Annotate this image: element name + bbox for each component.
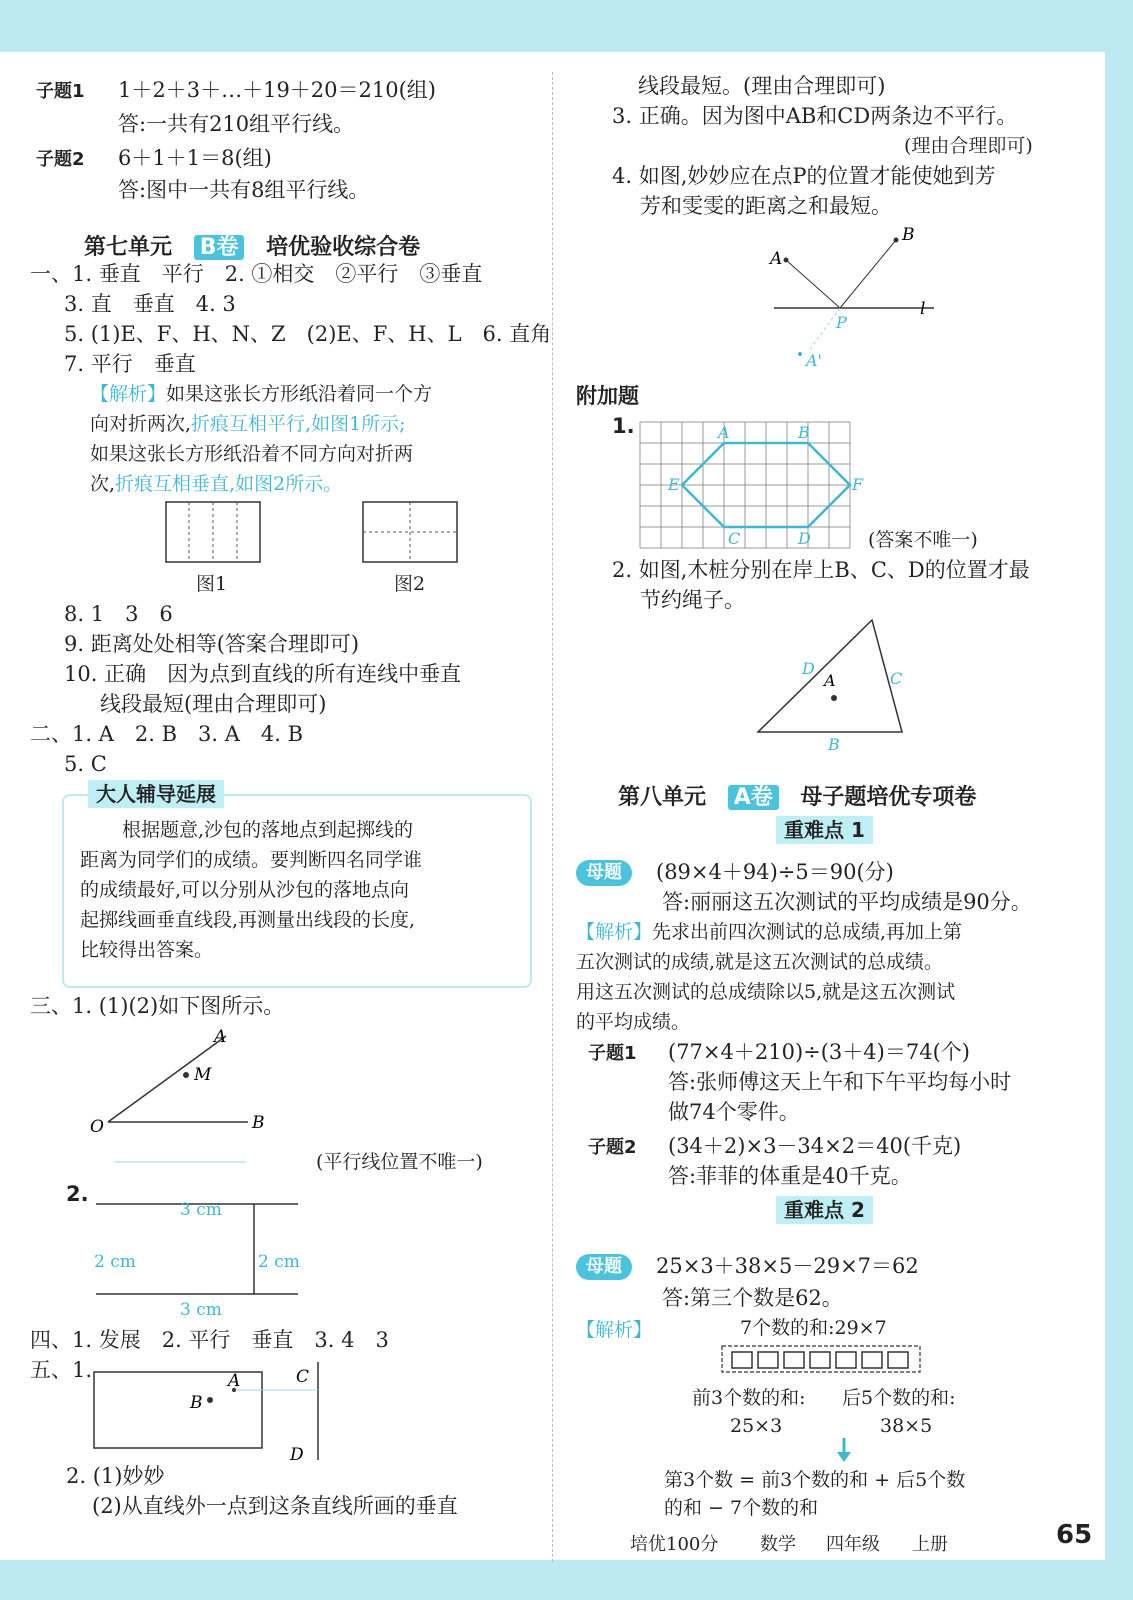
answer-line: 9. 距离处处相等(答案合理即可) [64, 632, 360, 656]
number-box [836, 1352, 856, 1368]
box-text: 起掷线画垂直线段,再测量出线段的长度, [80, 909, 416, 931]
answer-text: 答:第三个数是62。 [662, 1286, 843, 1310]
point-a [784, 258, 789, 263]
figure-caption: 图2 [394, 573, 426, 595]
subquestion-label: 子题1 [36, 81, 85, 102]
down-arrow-icon [834, 1436, 854, 1464]
svg-text:P: P [836, 313, 847, 332]
key-point-heading: 重难点 2 [776, 1196, 873, 1224]
svg-text:M: M [194, 1065, 212, 1085]
equation: (77×4＋210)÷(3＋4)＝74(个) [668, 1040, 970, 1064]
analysis-text: 用这五次测试的总成绩除以5,就是这五次测试 [576, 981, 956, 1003]
answer-line: 节约绳子。 [640, 588, 745, 612]
subquestion-label: 子题2 [36, 149, 85, 170]
dimension-label: 2 cm [94, 1252, 136, 1272]
diagram-label: 38×5 [880, 1415, 933, 1437]
column-divider [552, 72, 553, 1562]
paper-title: 母子题培优专项卷 [800, 785, 977, 810]
answer-line: 五、1. [30, 1358, 93, 1382]
analysis-highlight: 折痕互相平行,如图1所示; [191, 413, 406, 435]
analysis-tag: 【解析】 [576, 921, 653, 943]
analysis-text: 次, [90, 473, 116, 495]
answer-line: 2. 如图,木桩分别在岸上B、C、D的位置才最 [612, 558, 1030, 582]
diagram-label: 前3个数的和: [692, 1387, 806, 1409]
svg-text:A: A [718, 423, 730, 442]
subquestion-label: 子题1 [588, 1043, 637, 1064]
number-box [888, 1352, 908, 1368]
analysis-highlight: 折痕互相垂直,如图2所示。 [115, 473, 343, 495]
note-text: (平行线位置不唯一) [316, 1151, 483, 1173]
analysis-text: 的平均成绩。 [576, 1011, 691, 1033]
answer-text: 答:一共有210组平行线。 [118, 112, 355, 136]
analysis-text: 五次测试的成绩,就是这五次测试的总成绩。 [576, 951, 944, 973]
svg-text:A: A [214, 1027, 227, 1047]
analysis-tag: 【解析】 [90, 383, 167, 405]
paper-tag: B卷 [194, 235, 245, 260]
footer-term: 上册 [912, 1534, 948, 1555]
number-box [758, 1352, 778, 1368]
diagram-label: 后5个数的和: [842, 1387, 956, 1409]
analysis-text: 如果这张长方形纸沿着同一个方 [166, 383, 433, 405]
point-b [207, 1397, 213, 1403]
dimension-label: 3 cm [180, 1200, 222, 1220]
segment-ap [786, 260, 840, 308]
svg-text:D: D [798, 529, 811, 548]
svg-text:D: D [290, 1445, 304, 1465]
answer-text: 做74个零件。 [668, 1100, 800, 1124]
answer-line: 8. 1 3 6 [64, 602, 173, 626]
svg-text:C: C [890, 669, 903, 688]
unit-name: 第八单元 [618, 785, 707, 810]
answer-text: 答:菲菲的体重是40千克。 [668, 1164, 912, 1188]
dimension-label: 3 cm [180, 1300, 222, 1320]
answer-line: 3. 正确。因为图中AB和CD两条边不平行。 [612, 104, 1018, 128]
question-number: 1. [612, 414, 635, 438]
svg-text:l: l [920, 299, 926, 319]
shortest-path-figure [770, 226, 950, 376]
svg-text:E: E [668, 475, 680, 494]
analysis-text: 先求出前四次测试的总成绩,再加上第 [652, 921, 963, 943]
svg-text:B: B [828, 735, 840, 754]
number-box [732, 1352, 752, 1368]
diagram-label: 第3个数 = 前3个数的和 + 后5个数 [664, 1469, 966, 1491]
note-text: (理由合理即可) [904, 135, 1033, 157]
svg-text:O: O [90, 1117, 104, 1137]
point-b [894, 238, 899, 243]
unit7-heading [84, 230, 420, 261]
analysis-tag: 【解析】 [576, 1319, 653, 1341]
answer-line: 5. (1)E、F、H、N、Z (2)E、F、H、L 6. 直角 [64, 322, 552, 346]
triangle-figure [750, 612, 920, 752]
fold-figures [160, 498, 470, 568]
answer-line: 5. C [64, 752, 107, 776]
answer-line: 一、1. 垂直 平行 2. ①相交 ②平行 ③垂直 [30, 262, 483, 286]
svg-text:B: B [798, 423, 810, 442]
equation: (89×4＋94)÷5＝90(分) [656, 860, 894, 884]
segment-pb [840, 240, 896, 308]
point-m [183, 1072, 189, 1078]
answer-line: 10. 正确 因为点到直线的所有连线中垂直 [64, 662, 462, 686]
answer-line: 三、1. (1)(2)如下图所示。 [30, 994, 285, 1018]
box-text: 比较得出答案。 [80, 939, 214, 961]
box-text: 根据题意,沙包的落地点到起掷线的 [122, 819, 414, 841]
answer-line: 2. (1)妙妙 [66, 1464, 165, 1488]
answer-line: 4. 如图,妙妙应在点P的位置才能使她到芳 [612, 164, 996, 188]
answer-line: 线段最短。(理由合理即可) [638, 74, 886, 98]
equation: 25×3＋38×5－29×7＝62 [656, 1254, 919, 1278]
subquestion-label: 子题2 [588, 1137, 637, 1158]
equation: 1＋2＋3＋…＋19＋20＝210(组) [118, 78, 436, 102]
mother-question-badge: 母题 [576, 1254, 632, 1280]
question-number: 2. [66, 1182, 89, 1206]
svg-text:B: B [252, 1113, 265, 1133]
dimension-label: 2 cm [258, 1252, 300, 1272]
answer-text: 答:丽丽这五次测试的平均成绩是90分。 [662, 890, 1032, 914]
diagram-label: 25×3 [730, 1415, 783, 1437]
answer-line: 芳和雯雯的距离之和最短。 [640, 194, 892, 218]
svg-text:C: C [296, 1367, 310, 1387]
svg-text:A: A [228, 1371, 241, 1391]
box-text: 的成绩最好,可以分别从沙包的落地点向 [80, 879, 410, 901]
seven-numbers-diagram [718, 1340, 928, 1376]
number-box [784, 1352, 804, 1368]
point-a-prime [798, 352, 802, 356]
unit-name: 第七单元 [84, 235, 173, 260]
svg-text:C: C [728, 529, 741, 548]
diagram-label: 的和 − 7个数的和 [664, 1497, 819, 1519]
page-number: 65 [1056, 1520, 1093, 1550]
svg-text:F: F [852, 475, 864, 494]
paper-tag: A卷 [728, 785, 779, 810]
box-text: 距离为同学们的成绩。要判断四名同学谁 [80, 849, 423, 871]
analysis-text: 如果这张长方形纸沿着不同方向对折两 [90, 443, 414, 465]
diagram-label: 7个数的和:29×7 [740, 1317, 887, 1339]
box-title: 大人辅导延展 [88, 780, 224, 808]
analysis-text: 向对折两次, [90, 413, 192, 435]
answer-line: 四、1. 发展 2. 平行 垂直 3. 4 3 [30, 1328, 389, 1352]
equation: 6＋1＋1＝8(组) [118, 146, 272, 170]
note-text: (答案不唯一) [868, 529, 978, 551]
answer-text: 答:图中一共有8组平行线。 [118, 178, 370, 202]
equation: (34＋2)×3－34×2＝40(千克) [668, 1134, 962, 1158]
answer-line: (2)从直线外一点到这条直线所画的垂直 [92, 1494, 458, 1518]
answer-line: 线段最短(理由合理即可) [100, 692, 327, 716]
number-box [862, 1352, 882, 1368]
paper-title: 培优验收综合卷 [266, 235, 421, 260]
answer-text: 答:张师傅这天上午和下午平均每小时 [668, 1070, 1012, 1094]
answer-line: 二、1. A 2. B 3. A 4. B [30, 722, 304, 746]
key-point-heading: 重难点 1 [776, 816, 873, 844]
svg-text:A: A [824, 671, 836, 690]
answer-line: 7. 平行 垂直 [64, 352, 196, 376]
svg-text:A': A' [806, 351, 822, 370]
section-heading: 附加题 [576, 384, 639, 408]
svg-text:B: B [902, 225, 915, 245]
answer-line: 3. 直 垂直 4. 3 [64, 292, 236, 316]
svg-text:A: A [770, 249, 783, 269]
footer-brand: 培优100分 [630, 1534, 719, 1555]
figure-caption: 图1 [196, 573, 228, 595]
angle-figure [86, 1022, 286, 1172]
plot-figure [88, 1360, 338, 1464]
footer-grade: 四年级 [826, 1534, 880, 1555]
svg-text:D: D [802, 659, 815, 678]
unit8-heading [618, 780, 976, 811]
grid-figure [636, 416, 864, 552]
point-a [831, 695, 837, 701]
svg-text:B: B [190, 1393, 203, 1413]
mother-question-badge: 母题 [576, 860, 632, 886]
number-box [810, 1352, 830, 1368]
footer-subject: 数学 [760, 1534, 796, 1555]
